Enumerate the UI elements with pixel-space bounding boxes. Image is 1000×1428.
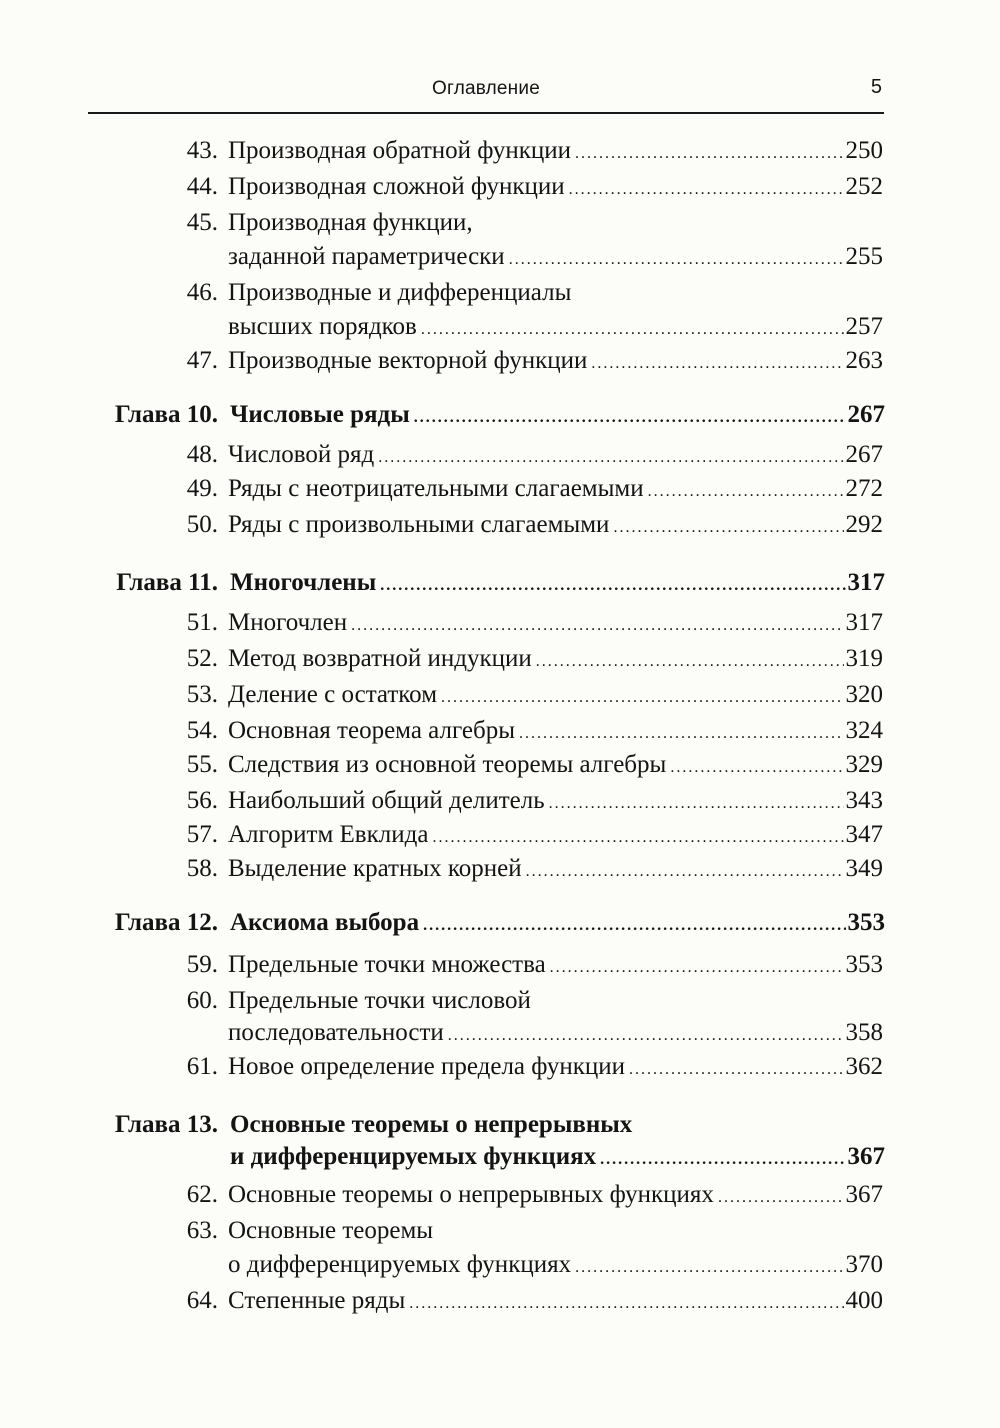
toc-entry-line[interactable]	[0, 170, 1000, 204]
section-number: 62.	[186, 1181, 218, 1208]
section-title: последовательности	[228, 1019, 444, 1046]
toc-entry-line[interactable]	[0, 240, 1000, 274]
section-title: заданной параметрически	[228, 243, 505, 270]
section-number: 59.	[186, 951, 218, 978]
dot-leader	[448, 1019, 844, 1053]
section-title: Наибольший общий делитель	[228, 787, 545, 814]
dot-leader	[351, 609, 843, 643]
section-title: Выделение кратных корней	[228, 855, 522, 882]
toc-entry-text	[228, 276, 883, 310]
page-number: 252	[845, 173, 883, 200]
toc-entry-text	[230, 1140, 885, 1177]
section-title: о дифференцируемых функциях	[228, 1251, 572, 1278]
page-number: 255	[845, 243, 883, 270]
section-number: 54.	[186, 717, 218, 744]
toc-chapter-line[interactable]	[0, 906, 1000, 940]
section-title: Ряды с неотрицательными слагаемыми	[228, 475, 644, 502]
toc-entry-line[interactable]	[0, 642, 1000, 676]
toc-entry-text	[228, 240, 883, 277]
dot-leader	[629, 1053, 844, 1087]
dot-leader	[414, 401, 846, 435]
toc-entry-line[interactable]	[0, 344, 1000, 378]
section-title: Ряды с произвольными слагаемыми	[228, 511, 610, 538]
page-number: 319	[845, 645, 883, 672]
page-number: 353	[847, 909, 885, 936]
section-title: Деление с остатком	[228, 681, 438, 708]
header-title: Оглавление	[432, 78, 540, 99]
toc-entry-text	[230, 566, 885, 603]
section-number: 56.	[186, 787, 218, 814]
dot-leader	[549, 787, 844, 821]
toc-entry-line[interactable]	[0, 310, 1000, 344]
toc-entry-line[interactable]	[0, 1214, 1000, 1248]
toc-entry-text	[228, 472, 883, 509]
dot-leader	[509, 243, 844, 277]
section-title: Основные теоремы	[228, 1217, 434, 1244]
section-title: Производные и дифференциалы	[228, 279, 572, 306]
toc-entry-text	[230, 398, 885, 435]
page-number: 349	[845, 855, 883, 882]
chapter-number: Глава 12.	[114, 909, 218, 936]
section-number: 50.	[186, 511, 218, 538]
dot-leader	[670, 751, 843, 785]
dot-leader	[536, 645, 844, 679]
section-title: Следствия из основной теоремы алгебры	[228, 751, 667, 778]
toc-entry-text	[228, 1214, 883, 1248]
dot-leader	[600, 1143, 845, 1177]
toc-entry-line[interactable]	[0, 1248, 1000, 1282]
toc-entry-text	[230, 906, 885, 943]
section-title: Числовой ряд	[228, 441, 375, 468]
toc-entry-line[interactable]	[0, 134, 1000, 168]
toc-entry-text	[228, 818, 883, 855]
toc-entry-line[interactable]	[0, 606, 1000, 640]
section-number: 60.	[186, 987, 218, 1014]
chapter-number: Глава 10.	[114, 401, 218, 428]
toc-entry-text	[228, 678, 883, 715]
toc-entry-text	[228, 784, 883, 821]
toc-entry-text	[228, 714, 883, 751]
page-number: 400	[845, 1287, 883, 1314]
toc-entry-line[interactable]	[0, 948, 1000, 982]
section-title: Предельные точки числовой	[228, 987, 531, 1014]
dot-leader	[550, 951, 844, 985]
page-number: 250	[845, 137, 883, 164]
section-number: 49.	[186, 475, 218, 502]
dot-leader	[569, 173, 844, 207]
toc-entry-text	[228, 344, 883, 381]
toc-entry-text	[228, 606, 883, 643]
toc-entry-line[interactable]	[0, 748, 1000, 782]
toc-entry-text	[228, 984, 883, 1018]
page-number: 329	[845, 751, 883, 778]
toc-entry-line[interactable]	[0, 678, 1000, 712]
toc-entry-line[interactable]	[0, 276, 1000, 310]
toc-entry-text	[228, 1178, 883, 1215]
chapter-title: Аксиома выбора	[230, 909, 420, 936]
toc-entry-line[interactable]	[0, 1178, 1000, 1212]
dot-leader	[648, 475, 844, 509]
page-number: 292	[845, 511, 883, 538]
section-title: Производная обратной функции	[228, 137, 572, 164]
section-number: 61.	[186, 1053, 218, 1080]
page-number: 324	[845, 717, 883, 744]
toc-entry-text	[228, 748, 883, 785]
header-page-number: 5	[870, 76, 882, 98]
section-number: 45.	[186, 209, 218, 236]
section-title: Предельные точки множества	[228, 951, 546, 978]
chapter-number: Глава 13.	[114, 1111, 218, 1138]
toc-entry-text	[228, 1050, 883, 1087]
page-number: 343	[845, 787, 883, 814]
page-number: 317	[847, 569, 885, 596]
section-number: 57.	[186, 821, 218, 848]
toc-entry-line[interactable]	[0, 1284, 1000, 1318]
toc-entry-text	[228, 642, 883, 679]
section-title: Производная функции,	[228, 209, 473, 236]
section-title: Производная сложной функции	[228, 173, 565, 200]
dot-leader	[432, 821, 843, 855]
page-number: 358	[845, 1019, 883, 1046]
dot-leader	[718, 1181, 844, 1215]
page-number: 362	[845, 1053, 883, 1080]
section-number: 47.	[186, 347, 218, 374]
section-number: 43.	[186, 137, 218, 164]
toc-entry-line[interactable]	[0, 784, 1000, 818]
toc-entry-text	[228, 1016, 883, 1053]
page-number: 367	[845, 1181, 883, 1208]
page-number: 272	[845, 475, 883, 502]
section-number: 63.	[186, 1217, 218, 1244]
toc-entry-line[interactable]	[0, 984, 1000, 1018]
section-number: 64.	[186, 1287, 218, 1314]
page-number: 267	[847, 401, 885, 428]
section-title: Производные векторной функции	[228, 347, 588, 374]
dot-leader	[378, 441, 843, 475]
section-title: Многочлен	[228, 609, 348, 636]
page-number: 347	[845, 821, 883, 848]
toc-chapter-line[interactable]	[0, 1140, 1000, 1174]
section-number: 58.	[186, 855, 218, 882]
chapter-title: Многочлены	[230, 569, 377, 596]
toc-entry-text	[228, 170, 883, 207]
toc-entry-line[interactable]	[0, 508, 1000, 542]
dot-leader	[575, 137, 843, 171]
toc-entry-line[interactable]	[0, 206, 1000, 240]
section-number: 48.	[186, 441, 218, 468]
toc-entry-line[interactable]	[0, 472, 1000, 506]
section-title: высших порядков	[228, 313, 417, 340]
dot-leader	[526, 855, 844, 889]
toc-entry-line[interactable]	[0, 714, 1000, 748]
section-number: 53.	[186, 681, 218, 708]
toc-entry-text	[228, 948, 883, 985]
section-number: 51.	[186, 609, 218, 636]
dot-leader	[591, 347, 843, 381]
page-number: 320	[845, 681, 883, 708]
section-number: 55.	[186, 751, 218, 778]
section-title: Новое определение предела функции	[228, 1053, 625, 1080]
toc-entry-text	[228, 438, 883, 475]
toc-entry-line[interactable]	[0, 818, 1000, 852]
page-number: 267	[845, 441, 883, 468]
dot-leader	[409, 1287, 843, 1321]
section-title: Метод возвратной индукции	[228, 645, 532, 672]
page-number: 257	[845, 313, 883, 340]
page-number: 367	[847, 1143, 885, 1170]
toc-chapter-line[interactable]	[0, 566, 1000, 600]
dot-leader	[575, 1251, 843, 1285]
page-number: 370	[845, 1251, 883, 1278]
toc-entry-text	[228, 1248, 883, 1285]
toc-entry-text	[228, 134, 883, 171]
toc-entry-text	[230, 1108, 885, 1142]
toc-entry-line[interactable]	[0, 438, 1000, 472]
toc-entry-line[interactable]	[0, 1016, 1000, 1050]
section-title: Основные теоремы о непрерывных функциях	[228, 1181, 714, 1208]
toc-chapter-line[interactable]	[0, 1108, 1000, 1142]
section-title: Степенные ряды	[228, 1287, 406, 1314]
section-number: 46.	[186, 279, 218, 306]
toc-chapter-line[interactable]	[0, 398, 1000, 432]
section-title: Основная теорема алгебры	[228, 717, 515, 744]
toc-entry-text	[228, 852, 883, 889]
chapter-title: и дифференцируемых функциях	[230, 1143, 597, 1170]
page-number: 263	[845, 347, 883, 374]
page-number: 317	[845, 609, 883, 636]
section-number: 44.	[186, 173, 218, 200]
dot-leader	[421, 313, 844, 347]
dot-leader	[519, 717, 844, 751]
toc-entry-text	[228, 1284, 883, 1321]
chapter-number: Глава 11.	[116, 569, 218, 596]
toc-entry-text	[228, 508, 883, 545]
dot-leader	[613, 511, 843, 545]
page-number: 353	[845, 951, 883, 978]
chapter-title: Основные теоремы о непрерывных	[230, 1111, 633, 1138]
toc-entry-text	[228, 310, 883, 347]
section-title: Алгоритм Евклида	[228, 821, 429, 848]
toc-entry-line[interactable]	[0, 852, 1000, 886]
dot-leader	[441, 681, 843, 715]
dot-leader	[380, 569, 845, 603]
section-number: 52.	[186, 645, 218, 672]
dot-leader	[423, 909, 845, 943]
toc-entry-line[interactable]	[0, 1050, 1000, 1084]
toc-entry-text	[228, 206, 883, 240]
chapter-title: Числовые ряды	[230, 401, 410, 428]
